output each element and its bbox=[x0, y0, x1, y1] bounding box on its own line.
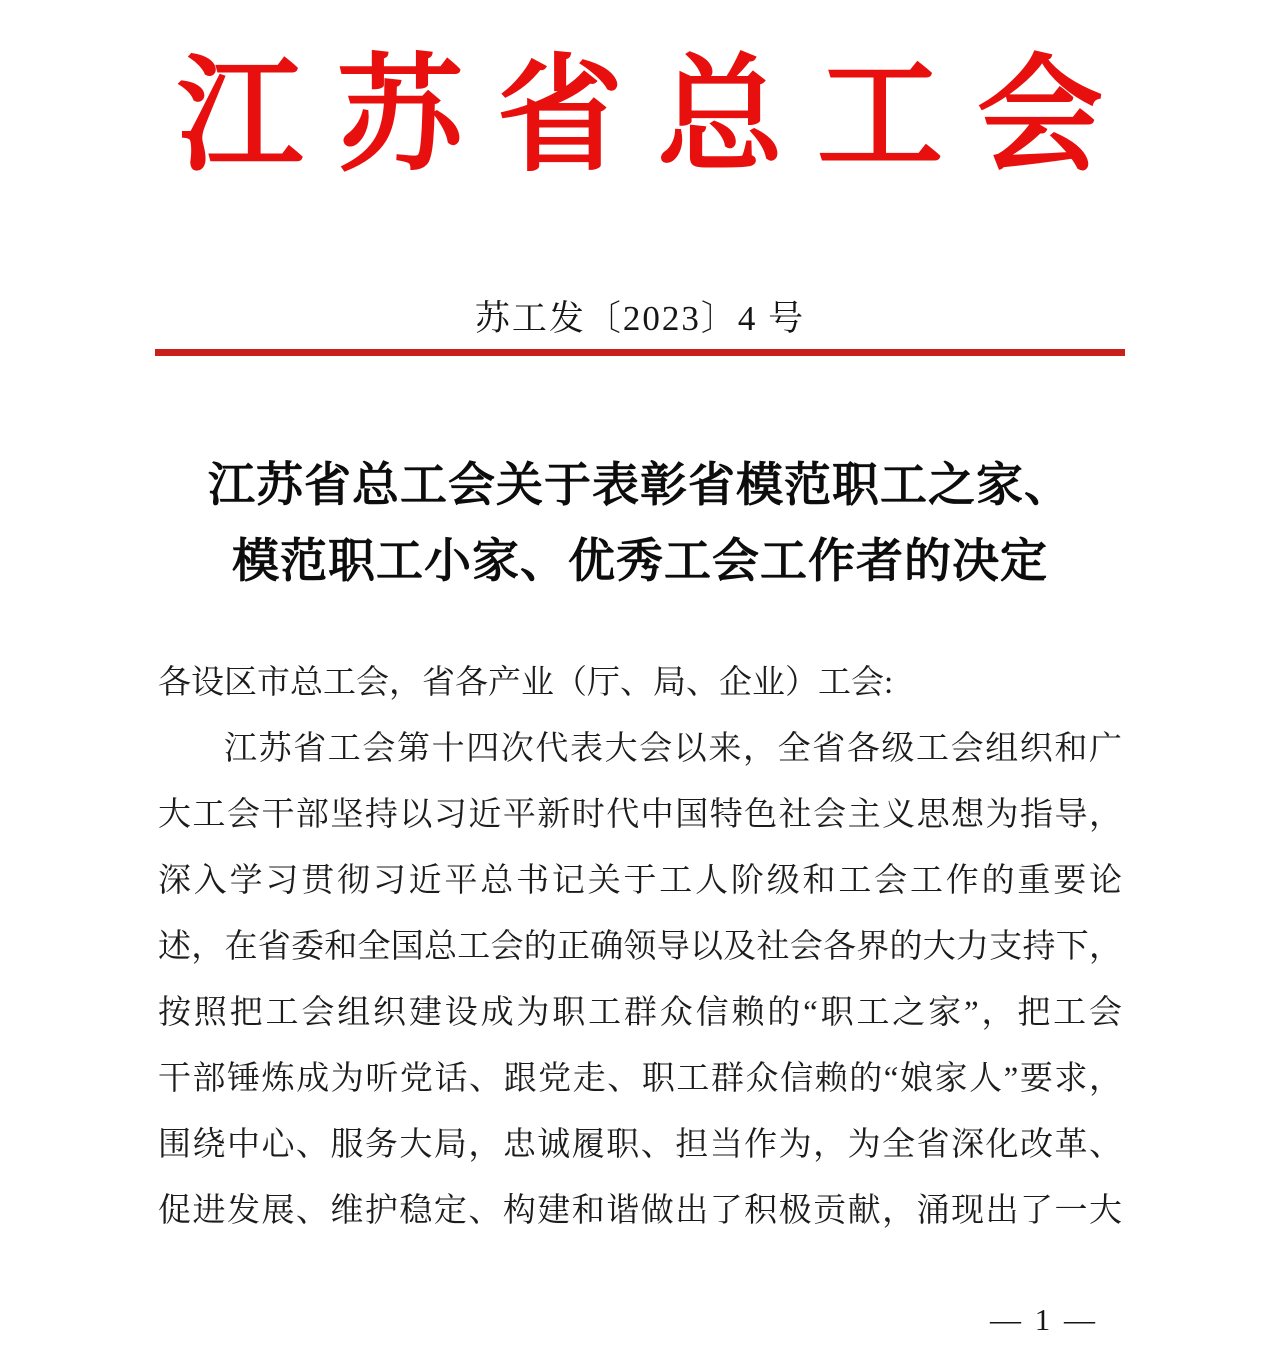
body-line: 江苏省工会第十四次代表大会以来，全省各级工会组织和广 bbox=[224, 731, 1122, 768]
body-line: 干部锤炼成为听党话、跟党走、职工群众信赖的“娘家人”要求， bbox=[158, 1061, 1122, 1098]
red-divider-rule bbox=[155, 349, 1125, 356]
document-title-line2: 模范职工小家、优秀工会工作者的决定 bbox=[232, 536, 1048, 589]
salutation-line: 各设区市总工会，省各产业（厅、局、企业）工会: bbox=[158, 665, 894, 702]
body-line: 述，在省委和全国总工会的正确领导以及社会各界的大力支持下， bbox=[158, 929, 1122, 966]
page-number: — 1 — bbox=[990, 1302, 1098, 1337]
body-line: 按照把工会组织建设成为职工群众信赖的“职工之家”，把工会 bbox=[158, 995, 1122, 1032]
letterhead-org-name: 江苏省总工会 bbox=[176, 48, 1138, 187]
body-line: 促进发展、维护稳定、构建和谐做出了积极贡献，涌现出了一大 bbox=[158, 1193, 1122, 1230]
body-line: 大工会干部坚持以习近平新时代中国特色社会主义思想为指导， bbox=[158, 797, 1122, 834]
document-title bbox=[0, 448, 1280, 600]
document-title-line1: 江苏省总工会关于表彰省模范职工之家、 bbox=[208, 460, 1072, 513]
document-body bbox=[0, 650, 1280, 1244]
body-line: 深入学习贯彻习近平总书记关于工人阶级和工会工作的重要论 bbox=[158, 863, 1122, 900]
document-number: 苏工发〔2023〕4 号 bbox=[474, 299, 806, 339]
body-line: 围绕中心、服务大局，忠诚履职、担当作为，为全省深化改革、 bbox=[158, 1127, 1122, 1164]
